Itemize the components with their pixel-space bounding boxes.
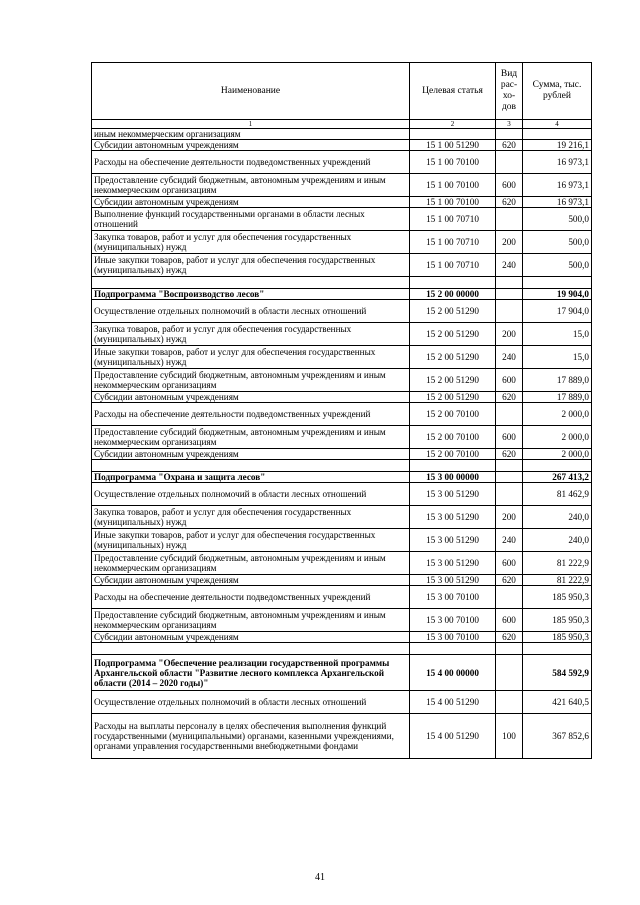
table-row (92, 174, 592, 197)
table-row (92, 140, 592, 151)
cell-target-code: 15 3 00 51290 (410, 483, 496, 506)
cell-amount: 240,0 (523, 529, 592, 552)
column-number: 4 (523, 120, 592, 129)
cell-name: Субсидии автономным учреждениям (92, 449, 410, 460)
document-page (91, 62, 591, 759)
table-row (92, 714, 592, 759)
cell-name: Иные закупки товаров, работ и услуг для обеспечения государственных (муниципальных) нужд (92, 346, 410, 369)
cell-target-code: 15 2 00 70100 (410, 449, 496, 460)
cell-name: Расходы на обеспечение деятельности подведомственных учреждений (92, 151, 410, 174)
cell-expense-type: 620 (496, 449, 523, 460)
cell-expense-type: 600 (496, 174, 523, 197)
table-row (92, 208, 592, 231)
cell-expense-type: 620 (496, 197, 523, 208)
cell-target-code (410, 460, 496, 472)
cell-amount: 2 000,0 (523, 403, 592, 426)
cell-amount: 500,0 (523, 254, 592, 277)
table-row (92, 691, 592, 714)
cell-expense-type (496, 208, 523, 231)
table-row (92, 392, 592, 403)
cell-expense-type (496, 483, 523, 506)
cell-name: Закупка товаров, работ и услуг для обеспечения государственных (муниципальных) нужд (92, 323, 410, 346)
page-number: 41 (315, 872, 325, 883)
cell-amount (523, 129, 592, 140)
cell-name: Осуществление отдельных полномочий в области лесных отношений (92, 483, 410, 506)
header-code: Целевая статья (410, 63, 496, 120)
cell-expense-type: 200 (496, 506, 523, 529)
table-row (92, 403, 592, 426)
cell-expense-type (496, 151, 523, 174)
cell-amount: 81 462,9 (523, 483, 592, 506)
cell-amount: 15,0 (523, 346, 592, 369)
cell-target-code: 15 2 00 51290 (410, 346, 496, 369)
cell-target-code: 15 3 00 51290 (410, 552, 496, 575)
cell-expense-type: 620 (496, 392, 523, 403)
cell-name: Предоставление субсидий бюджетным, автономным учреждениям и иным некоммерческим организациям (92, 426, 410, 449)
cell-target-code: 15 2 00 70100 (410, 403, 496, 426)
cell-expense-type: 620 (496, 575, 523, 586)
cell-name: Субсидии автономным учреждениям (92, 575, 410, 586)
table-row (92, 346, 592, 369)
table-row (92, 323, 592, 346)
table-row (92, 289, 592, 300)
cell-expense-type: 200 (496, 323, 523, 346)
cell-name: Иные закупки товаров, работ и услуг для обеспечения государственных (муниципальных) нужд (92, 529, 410, 552)
cell-amount: 16 973,1 (523, 197, 592, 208)
cell-name: Субсидии автономным учреждениям (92, 632, 410, 643)
cell-expense-type: 620 (496, 140, 523, 151)
cell-amount: 16 973,1 (523, 151, 592, 174)
cell-target-code (410, 643, 496, 655)
cell-amount: 185 950,3 (523, 632, 592, 643)
table-row (92, 609, 592, 632)
cell-expense-type: 600 (496, 552, 523, 575)
header-name: Наименование (92, 63, 410, 120)
cell-amount: 15,0 (523, 323, 592, 346)
cell-amount: 81 222,9 (523, 552, 592, 575)
cell-amount: 584 592,9 (523, 655, 592, 691)
cell-name: Расходы на выплаты персоналу в целях обеспечения выполнения функций государственными (муниципальными) органами, казенными учреждениями, органами управления государственными внебюджетными фондами (92, 714, 410, 759)
header-sum: Сумма, тыс. рублей (523, 63, 592, 120)
cell-target-code: 15 2 00 51290 (410, 392, 496, 403)
table-row (92, 506, 592, 529)
table-row (92, 655, 592, 691)
cell-expense-type (496, 289, 523, 300)
cell-name: иным некоммерческим организациям (92, 129, 410, 140)
table-row (92, 151, 592, 174)
cell-target-code: 15 3 00 70100 (410, 609, 496, 632)
cell-name: Осуществление отдельных полномочий в области лесных отношений (92, 300, 410, 323)
cell-name: Подпрограмма "Охрана и защита лесов" (92, 472, 410, 483)
cell-target-code: 15 3 00 51290 (410, 575, 496, 586)
table-row (92, 472, 592, 483)
cell-target-code: 15 1 00 70710 (410, 254, 496, 277)
cell-target-code: 15 1 00 70710 (410, 231, 496, 254)
cell-amount (523, 277, 592, 289)
cell-expense-type: 620 (496, 632, 523, 643)
cell-name: Субсидии автономным учреждениям (92, 392, 410, 403)
table-spacer-row (92, 460, 592, 472)
cell-name: Закупка товаров, работ и услуг для обеспечения государственных (муниципальных) нужд (92, 506, 410, 529)
cell-target-code: 15 1 00 70710 (410, 208, 496, 231)
cell-expense-type: 100 (496, 714, 523, 759)
cell-expense-type: 600 (496, 369, 523, 392)
table-spacer-row (92, 643, 592, 655)
cell-expense-type: 200 (496, 231, 523, 254)
cell-amount: 2 000,0 (523, 449, 592, 460)
cell-amount: 500,0 (523, 231, 592, 254)
header-type: Вид рас- хо- дов (496, 63, 523, 120)
cell-expense-type (496, 403, 523, 426)
table-row (92, 129, 592, 140)
cell-target-code: 15 1 00 51290 (410, 140, 496, 151)
cell-name: Предоставление субсидий бюджетным, автономным учреждениям и иным некоммерческим организациям (92, 552, 410, 575)
cell-name (92, 460, 410, 472)
cell-amount (523, 460, 592, 472)
cell-amount: 421 640,5 (523, 691, 592, 714)
cell-target-code: 15 2 00 70100 (410, 426, 496, 449)
table-row (92, 426, 592, 449)
cell-name (92, 643, 410, 655)
table-row (92, 632, 592, 643)
cell-target-code: 15 4 00 00000 (410, 655, 496, 691)
column-number-row (92, 120, 592, 129)
cell-target-code: 15 3 00 00000 (410, 472, 496, 483)
cell-target-code: 15 3 00 51290 (410, 506, 496, 529)
table-row (92, 197, 592, 208)
budget-table (91, 62, 592, 759)
cell-expense-type: 240 (496, 254, 523, 277)
cell-expense-type (496, 691, 523, 714)
table-row (92, 369, 592, 392)
cell-amount: 267 413,2 (523, 472, 592, 483)
cell-amount: 17 889,0 (523, 392, 592, 403)
table-row (92, 254, 592, 277)
cell-name: Выполнение функций государственными органами в области лесных отношений (92, 208, 410, 231)
cell-name: Расходы на обеспечение деятельности подведомственных учреждений (92, 586, 410, 609)
cell-expense-type (496, 300, 523, 323)
cell-expense-type (496, 586, 523, 609)
cell-expense-type: 240 (496, 346, 523, 369)
cell-target-code: 15 4 00 51290 (410, 691, 496, 714)
table-row (92, 529, 592, 552)
cell-amount: 2 000,0 (523, 426, 592, 449)
cell-name: Предоставление субсидий бюджетным, автономным учреждениям и иным некоммерческим организациям (92, 174, 410, 197)
cell-amount: 19 904,0 (523, 289, 592, 300)
cell-amount (523, 643, 592, 655)
cell-amount: 19 216,1 (523, 140, 592, 151)
cell-amount: 185 950,3 (523, 609, 592, 632)
cell-target-code (410, 129, 496, 140)
cell-name (92, 277, 410, 289)
cell-name: Субсидии автономным учреждениям (92, 140, 410, 151)
cell-amount: 185 950,3 (523, 586, 592, 609)
cell-name: Расходы на обеспечение деятельности подведомственных учреждений (92, 403, 410, 426)
cell-target-code: 15 4 00 51290 (410, 714, 496, 759)
cell-name: Иные закупки товаров, работ и услуг для обеспечения государственных (муниципальных) нужд (92, 254, 410, 277)
table-row (92, 483, 592, 506)
cell-expense-type (496, 277, 523, 289)
cell-target-code: 15 1 00 70100 (410, 197, 496, 208)
cell-target-code (410, 277, 496, 289)
column-number: 1 (92, 120, 410, 129)
cell-expense-type (496, 655, 523, 691)
cell-name: Подпрограмма "Обеспечение реализации государственной программы Архангельской области "Развитие лесного комплекса Архангельской области (2014 – 2020 годы)" (92, 655, 410, 691)
cell-name: Предоставление субсидий бюджетным, автономным учреждениям и иным некоммерческим организациям (92, 609, 410, 632)
table-spacer-row (92, 277, 592, 289)
cell-amount: 500,0 (523, 208, 592, 231)
cell-amount: 367 852,6 (523, 714, 592, 759)
column-number: 3 (496, 120, 523, 129)
table-row (92, 449, 592, 460)
table-row (92, 552, 592, 575)
cell-expense-type: 600 (496, 609, 523, 632)
table-header-row (92, 63, 592, 120)
cell-amount: 16 973,1 (523, 174, 592, 197)
cell-amount: 17 904,0 (523, 300, 592, 323)
cell-target-code: 15 2 00 51290 (410, 300, 496, 323)
cell-expense-type (496, 472, 523, 483)
cell-expense-type (496, 129, 523, 140)
cell-name: Закупка товаров, работ и услуг для обеспечения государственных (муниципальных) нужд (92, 231, 410, 254)
cell-target-code: 15 1 00 70100 (410, 174, 496, 197)
cell-expense-type (496, 460, 523, 472)
cell-amount: 81 222,9 (523, 575, 592, 586)
table-row (92, 300, 592, 323)
cell-expense-type: 600 (496, 426, 523, 449)
cell-expense-type (496, 643, 523, 655)
cell-target-code: 15 2 00 51290 (410, 323, 496, 346)
cell-amount: 17 889,0 (523, 369, 592, 392)
cell-name: Предоставление субсидий бюджетным, автономным учреждениям и иным некоммерческим организациям (92, 369, 410, 392)
column-number: 2 (410, 120, 496, 129)
cell-target-code: 15 2 00 51290 (410, 369, 496, 392)
cell-target-code: 15 1 00 70100 (410, 151, 496, 174)
table-row (92, 586, 592, 609)
table-row (92, 231, 592, 254)
cell-target-code: 15 2 00 00000 (410, 289, 496, 300)
cell-expense-type: 240 (496, 529, 523, 552)
table-row (92, 575, 592, 586)
cell-target-code: 15 3 00 70100 (410, 632, 496, 643)
cell-target-code: 15 3 00 70100 (410, 586, 496, 609)
cell-name: Субсидии автономным учреждениям (92, 197, 410, 208)
cell-name: Осуществление отдельных полномочий в области лесных отношений (92, 691, 410, 714)
cell-amount: 240,0 (523, 506, 592, 529)
cell-name: Подпрограмма "Воспроизводство лесов" (92, 289, 410, 300)
cell-target-code: 15 3 00 51290 (410, 529, 496, 552)
